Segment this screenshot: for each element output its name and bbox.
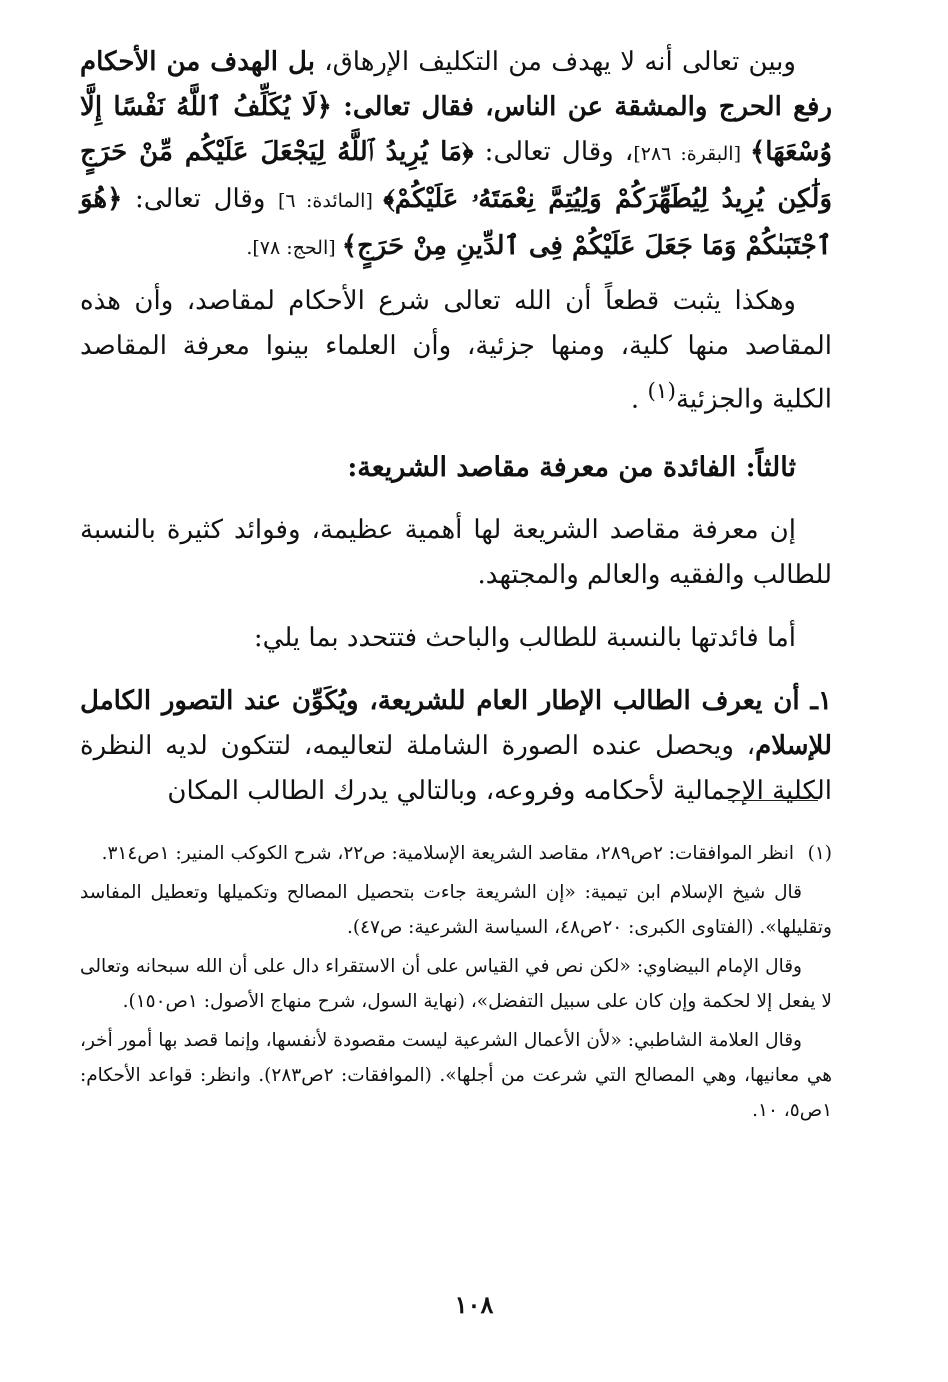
quran-verse-1: ﴿لَا يُكَلِّفُ ٱللَّهُ نَفْسًا إِلَّا وُسْعَهَا﴾ [80, 92, 832, 167]
main-text [80, 40, 832, 814]
paragraph-5 [80, 679, 832, 814]
verse-reference-1: [البقرة: ٢٨٦] [633, 143, 750, 165]
section-heading: ثالثاً: الفائدة من معرفة مقاصد الشريعة: [347, 451, 796, 483]
p2-text: وهكذا يثبت قطعاً أن الله تعالى شرع الأحكام لمقاصد، وأن هذه المقاصد منها كلية، ومنها جزئية، وأن العلماء بينوا معرفة المقاصد الكلية والجزئية [80, 286, 832, 415]
p1-text-a: وبين تعالى أنه لا يهدف من التكليف الإرهاق، [314, 47, 796, 77]
footnote-ibn-taymiyyah: قال شيخ الإسلام ابن تيمية: «إن الشريعة جاءت بتحصيل المصالح وتكميلها وتعطيل المفاسد وتقليلها». (الفتاوى الكبرى: ٢٠ص٤٨، السياسة الشرعية: ص٤٧). [80, 882, 832, 938]
p5-rest-text: ، ويحصل عنده الصورة الشاملة لتعاليمه، لتتكون لديه النظرة الكلية الإجمالية لأحكامه وفروعه، وبالتالي يدرك الطالب المكان [80, 730, 832, 806]
footnote-marker[interactable]: (١) [647, 379, 676, 404]
p2-end: . [630, 384, 648, 415]
footnotes-section [80, 836, 832, 1128]
paragraph-1 [80, 40, 832, 271]
p5-bold-text: ١ـ أن يعرف الطالب الإطار العام للشريعة، ويُكَوِّن عند التصور الكامل للإسلام [80, 685, 832, 761]
p1-text-d: ، وقال تعالى: [473, 137, 634, 167]
footnote-1-text: انظر الموافقات: ٢ص٢٨٩، مقاصد الشريعة الإسلامية: ص٢٢، شرح الكوكب المنير: ١ص٣١٤. [101, 843, 794, 864]
paragraph-3: إن معرفة مقاصد الشريعة لها أهمية عظيمة، وفوائد كثيرة بالنسبة للطالب والفقيه والعالم والمجتهد. [80, 514, 832, 590]
verse-reference-3: [الحج: ٧٨]. [246, 237, 342, 259]
footnote-1 [80, 836, 832, 871]
footnote-divider [728, 800, 818, 801]
paragraph-4: أما فائدتها بالنسبة للطالب والباحث فتتحدد بما يلي: [253, 622, 796, 653]
footnote-baydawi: وقال الإمام البيضاوي: «لكن نص في القياس على أن الاستقراء دال على أن الله سبحانه وتعالى لا يفعل إلا لحكمة وإن كان على سبيل التفضل»، (نهاية السول، شرح منهاج الأصول: ١ص١٥٠). [80, 956, 832, 1012]
paragraph-2 [80, 279, 832, 423]
p1-text-b: بل الهدف من الأحكام رفع الحرج والمشقة عن الناس [80, 47, 832, 122]
verse-reference-2: [المائدة: ٦] [278, 190, 384, 212]
quran-verse-2: ﴿مَا يُرِيدُ ٱللَّهُ لِيَجْعَلَ عَلَيْكُم مِّنْ حَرَجٍ وَلَٰكِن يُرِيدُ لِيُطَهِّرَكُمْ وَلِيُتِمَّ نِعْمَتَهُۥ عَلَيْكُمْ﴾ [80, 137, 832, 214]
p1-text-e: وقال تعالى: [122, 184, 278, 214]
p1-text-c: ، فقال تعالى: [331, 92, 494, 122]
footnote-shatibi: وقال العلامة الشاطبي: «لأن الأعمال الشرعية ليست مقصودة لأنفسها، وإنما قصد بها أمور أخر، هي معانيها، وهي المصالح التي شرعت من أجلها». (الموافقات: ٢ص٢٨٣). وانظر: قواعد الأحكام: ١ص٥، ١٠. [80, 1030, 832, 1121]
page-number: ١٠٨ [454, 1290, 494, 1319]
footnote-number: (١) [807, 843, 832, 864]
quran-verse-3: ﴿هُوَ ٱجْتَبَىٰكُمْ وَمَا جَعَلَ عَلَيْكُمْ فِى ٱلدِّينِ مِنْ حَرَجٍ﴾ [80, 184, 832, 261]
